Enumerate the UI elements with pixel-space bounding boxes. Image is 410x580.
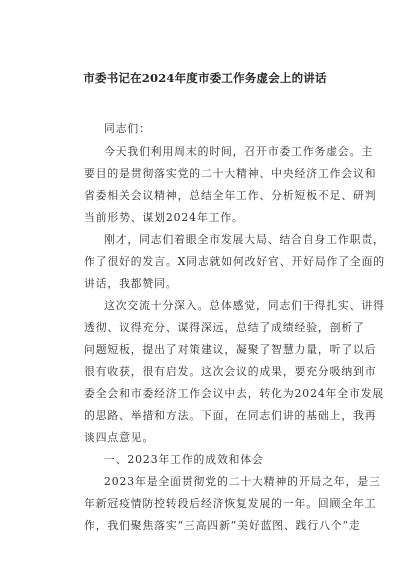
paragraph-line: 2023年是全面贯彻党的二十大精神的开局之年，是三: [104, 475, 381, 488]
paragraph-line: 这次交流十分深入。总体感觉，同志们干得扎实、讲得: [104, 299, 385, 312]
paragraph-line: 透彻、议得充分、谋得深远，总结了成绩经验，剖析了: [84, 321, 365, 334]
paragraph-line: 要目的是贯彻落实党的二十大精神、中央经济工作会议和: [84, 167, 377, 180]
paragraph-line: 当前形势、谋划2024年工作。: [84, 211, 244, 224]
document-title: 市委书记在2024年度市委工作务虚会上的讲话: [83, 71, 327, 85]
paragraph-line: 问题短板，提出了对策建议，凝聚了智慧力量，听了以后: [84, 343, 377, 356]
paragraph-line: 委全会和市委经济工作会议中去，转化为2024年全市发展: [84, 387, 385, 400]
paragraph-line: 作了很好的发言。X同志就如何改好官、开好局作了全面的: [84, 255, 386, 268]
paragraph-line: 省委相关会议精神，总结全年工作、分析短板不足、研判: [84, 189, 377, 202]
paragraph-line: 谈四点意见。: [84, 431, 155, 444]
paragraph-line: 很有收获，很有启发。这次会议的成果，要充分吸纳到市: [84, 365, 377, 378]
paragraph-line: 今天我们利用周末的时间，召开市委工作务虚会。主: [104, 145, 374, 158]
paragraph-line: 刚才，同志们着眼全市发展大局、结合自身工作职责，: [104, 233, 385, 246]
paragraph-line: 年新冠疫情防控转段后经济恢复发展的一年。回顾全年工: [84, 497, 377, 510]
salutation: 同志们：: [104, 122, 151, 135]
section-heading: 一、2023年工作的成效和体会: [104, 453, 264, 466]
paragraph-line: 的思路、举措和方法。下面，在同志们讲的基础上，我再: [84, 409, 377, 422]
paragraph-line: 讲话，我都赞同。: [84, 277, 178, 290]
paragraph-line: 作，我们聚焦落实“三高四新”美好蓝图、践行八个“走: [84, 519, 361, 532]
